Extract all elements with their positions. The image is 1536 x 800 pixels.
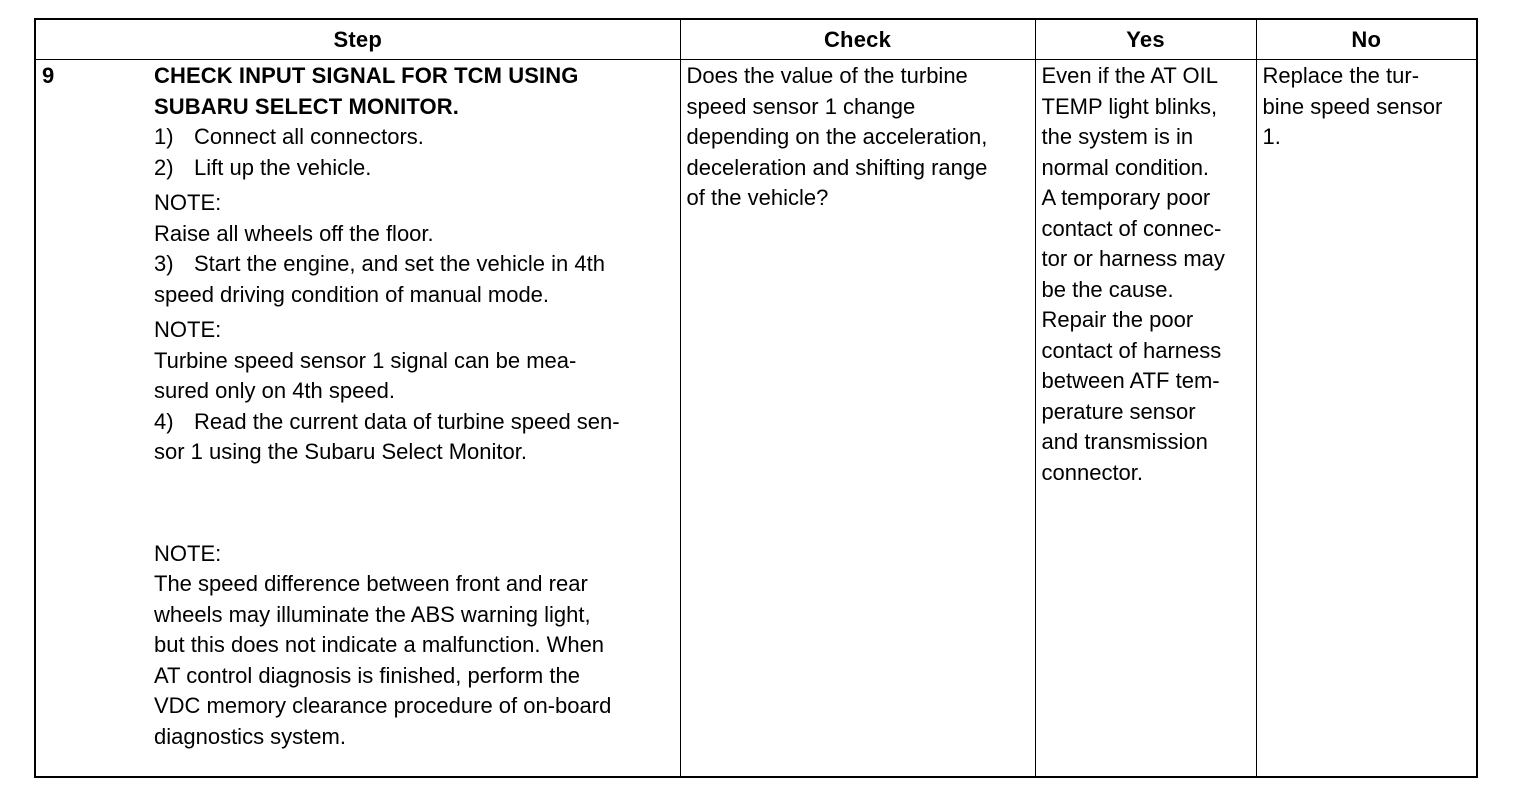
header-step: Step (35, 19, 680, 60)
yes-line: connector. (1041, 459, 1144, 485)
step-number: 9 (42, 63, 55, 88)
header-row (35, 19, 1477, 60)
sub-step-1 (154, 122, 668, 153)
note-3-line: AT control diagnosis is finished, perform the (154, 662, 580, 688)
check-line: of the vehicle? (686, 185, 829, 210)
diagnostic-table (34, 18, 1478, 778)
sub-step-4-text-cont: sor 1 using the Subaru Select Monitor. (154, 439, 527, 464)
check-line: speed sensor 1 change (686, 93, 916, 119)
note-1-label: NOTE: (154, 190, 222, 215)
note-2-line1: Turbine speed sensor 1 signal can be mea- (154, 347, 577, 373)
yes-line: the system is in (1041, 124, 1194, 149)
note-3-label: NOTE: (154, 540, 222, 566)
step-cell (35, 60, 680, 778)
sub-step-1-text: Connect all connectors. (194, 124, 424, 149)
note-3-line: wheels may illuminate the ABS warning light, (154, 601, 591, 627)
sub-step-3 (154, 249, 668, 280)
check-cell (680, 60, 1035, 778)
yes-line: normal condition. (1041, 154, 1210, 180)
header-no: No (1256, 19, 1477, 60)
note-3-line: but this does not indicate a malfunction. When (154, 632, 605, 657)
sub-step-3-text: Start the engine, and set the vehicle in 4th (194, 251, 605, 276)
step-title-line2: SUBARU SELECT MONITOR. (154, 93, 459, 119)
yes-line: tor or harness may (1041, 246, 1225, 271)
yes-line: Even if the AT OIL (1041, 63, 1219, 88)
sub-step-1-number: 1) (154, 124, 174, 149)
sub-step-4 (154, 407, 668, 438)
note-3-line: VDC memory clearance procedure of on-board (154, 693, 612, 718)
note-3-line: The speed difference between front and rear (154, 571, 588, 596)
header-check: Check (680, 19, 1035, 60)
no-cell (1256, 60, 1477, 778)
yes-line: between ATF tem- (1041, 368, 1220, 393)
yes-line: contact of harness (1041, 337, 1222, 363)
note-3-line: diagnostics system. (154, 723, 346, 749)
yes-line: be the cause. (1041, 276, 1174, 302)
check-line: depending on the acceleration, (686, 124, 988, 149)
note-1-text: Raise all wheels off the floor. (154, 220, 434, 246)
header-yes: Yes (1035, 19, 1256, 60)
yes-line: contact of connec- (1041, 215, 1222, 241)
check-line: deceleration and shifting range (686, 154, 988, 180)
note-2-line2: sured only on 4th speed. (154, 378, 395, 403)
sub-step-2 (154, 153, 668, 184)
sub-step-2-number: 2) (154, 154, 174, 180)
check-line: Does the value of the turbine (686, 63, 968, 88)
yes-line: perature sensor (1041, 398, 1196, 424)
yes-line: A temporary poor (1041, 185, 1211, 210)
yes-cell (1035, 60, 1256, 778)
yes-line: and transmission (1041, 429, 1208, 454)
sub-step-3-text-cont: speed driving condition of manual mode. (154, 281, 550, 307)
sub-step-4-text: Read the current data of turbine speed sen- (194, 408, 620, 434)
no-line: 1. (1262, 124, 1281, 149)
no-line: Replace the tur- (1262, 63, 1420, 88)
note-2-label: NOTE: (154, 317, 222, 342)
step-title-line1: CHECK INPUT SIGNAL FOR TCM USING (154, 63, 579, 88)
yes-line: TEMP light blinks, (1041, 93, 1218, 119)
sub-step-2-text: Lift up the vehicle. (194, 154, 372, 180)
table-row (35, 60, 1477, 778)
sub-step-3-number: 3) (154, 251, 174, 276)
yes-line: Repair the poor (1041, 307, 1194, 332)
sub-step-4-number: 4) (154, 408, 174, 434)
no-line: bine speed sensor (1262, 93, 1443, 119)
